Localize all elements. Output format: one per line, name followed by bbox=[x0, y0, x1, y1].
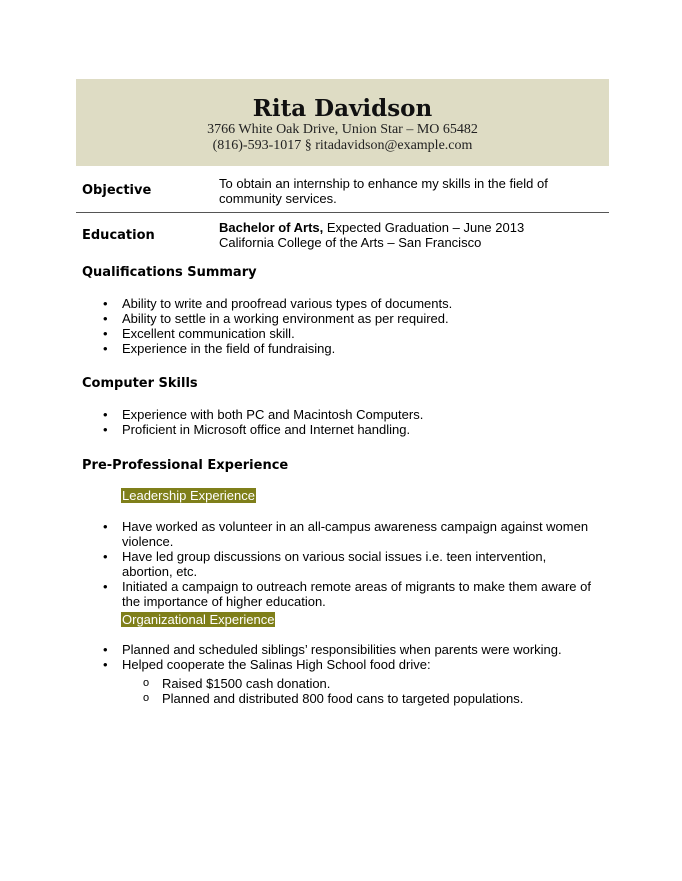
list-item: • Planned and scheduled siblings’ responsibilities when parents were working. bbox=[0, 642, 600, 657]
list-item: • Helped cooperate the Salinas High School food drive: bbox=[0, 657, 600, 672]
computer-skills-heading: Computer Skills bbox=[82, 376, 198, 391]
food-drive-sublist bbox=[0, 676, 600, 706]
contact-line: (816)-593-1017 § ritadavidson@example.com bbox=[212, 138, 473, 153]
list-item: • Ability to settle in a working environment as per required. bbox=[0, 311, 600, 326]
resume-header bbox=[76, 79, 609, 166]
sub-list-item: o Raised $1500 cash donation. bbox=[0, 676, 600, 691]
graduation-date: Expected Graduation – June 2013 bbox=[323, 220, 525, 235]
list-item: • Have worked as volunteer in an all-campus awareness campaign against women violence. bbox=[0, 519, 592, 549]
candidate-name: Rita Davidson bbox=[252, 95, 433, 122]
education-details bbox=[219, 220, 604, 250]
qualifications-heading: Qualifications Summary bbox=[82, 265, 257, 280]
list-item: • Ability to write and proofread various types of documents. bbox=[0, 296, 600, 311]
objective-text: To obtain an internship to enhance my skills in the field of community services. bbox=[219, 176, 548, 206]
organizational-list bbox=[0, 642, 600, 672]
list-item: • Have led group discussions on various social issues i.e. teen intervention, abortion, etc. bbox=[0, 549, 592, 579]
school-name: California College of the Arts – San Francisco bbox=[219, 235, 482, 250]
list-item: • Experience with both PC and Macintosh Computers. bbox=[0, 407, 600, 422]
list-item: • Proficient in Microsoft office and Internet handling. bbox=[0, 422, 600, 437]
experience-heading: Pre-Professional Experience bbox=[82, 458, 289, 473]
education-label: Education bbox=[82, 228, 155, 243]
list-item: • Experience in the field of fundraising. bbox=[0, 341, 600, 356]
leadership-list bbox=[0, 519, 592, 609]
leadership-experience-label: Leadership Experience bbox=[122, 488, 255, 503]
sub-list-item: o Planned and distributed 800 food cans to targeted populations. bbox=[0, 691, 600, 706]
computer-skills-list bbox=[0, 407, 600, 437]
section-divider bbox=[76, 212, 609, 213]
qualifications-list bbox=[0, 296, 600, 356]
objective-label: Objective bbox=[82, 183, 152, 198]
organizational-experience-label: Organizational Experience bbox=[122, 612, 275, 627]
degree-title: Bachelor of Arts, bbox=[219, 220, 324, 235]
list-item: • Initiated a campaign to outreach remote areas of migrants to make them aware of the importance of higher education. bbox=[0, 579, 592, 609]
list-item: • Excellent communication skill. bbox=[0, 326, 600, 341]
degree-line bbox=[219, 220, 604, 235]
address-line: 3766 White Oak Drive, Union Star – MO 65482 bbox=[207, 122, 478, 137]
